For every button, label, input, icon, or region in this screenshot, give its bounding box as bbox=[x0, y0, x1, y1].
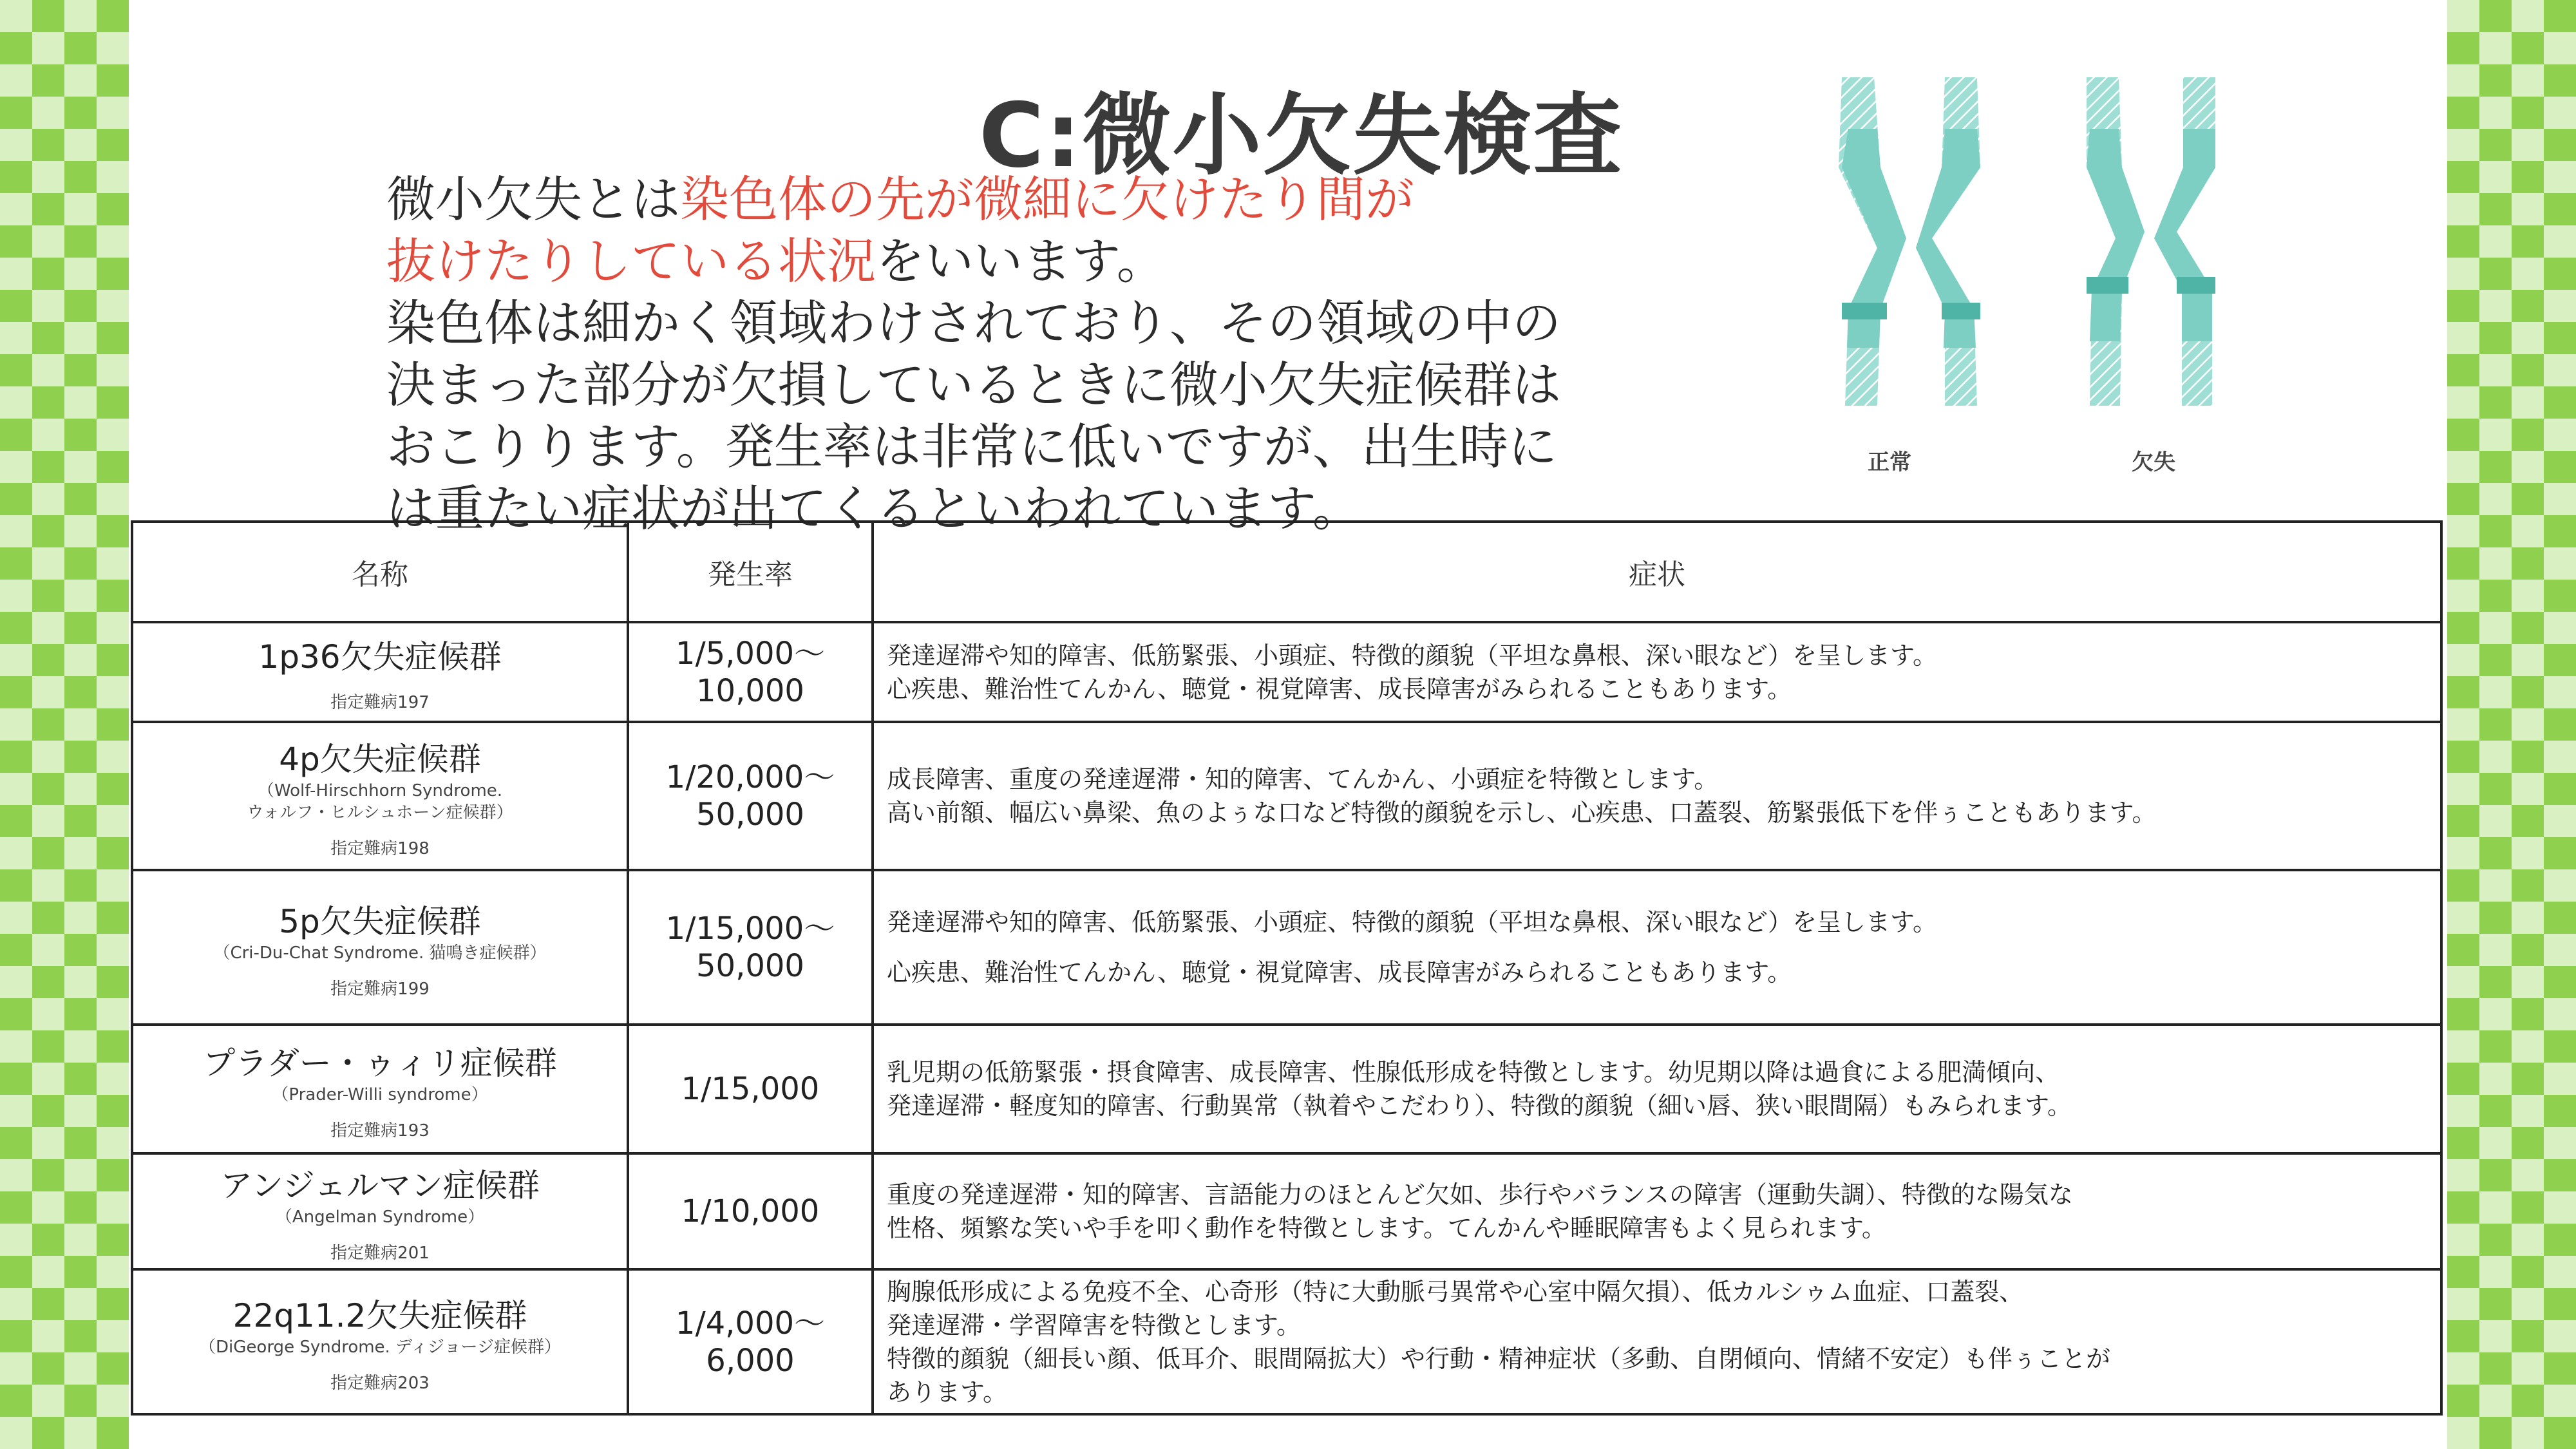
rate-cell bbox=[628, 1153, 873, 1269]
deleted-chromosome bbox=[2087, 77, 2215, 406]
name-cell bbox=[132, 1153, 628, 1269]
designated-disease-code: 指定難病198 bbox=[330, 838, 430, 858]
syndrome-english-name: （Angelman Syndrome） bbox=[275, 1207, 485, 1227]
designated-disease-code: 指定難病193 bbox=[330, 1121, 430, 1141]
name-cell bbox=[132, 622, 628, 722]
symptoms-cell bbox=[873, 1269, 2441, 1414]
table-row bbox=[132, 1025, 2441, 1153]
decorative-border-left bbox=[0, 0, 129, 1449]
table-header-row bbox=[132, 522, 2441, 622]
symptom-line: 特徴的顔貌（細長い顔、低耳介、眼間隔拡大）や行動・精神症状（多動、自閉傾向、情緒不安定）も伴ぅことが bbox=[887, 1344, 2111, 1373]
symptom-line: 性格、頻繁な笑いや手を叩く動作を特徴とします。てんかんや睡眠障害もよく見られます。 bbox=[887, 1214, 1886, 1242]
designated-disease-code: 指定難病197 bbox=[330, 693, 430, 712]
name-cell bbox=[132, 1269, 628, 1414]
symptom-line: 心疾患、難治性てんかん、聴覚・視覚障害、成長障害がみられることもあります。 bbox=[887, 674, 1792, 703]
syndrome-name: アンジェルマン症候群 bbox=[220, 1166, 540, 1204]
syndrome-english-name: （Cri-Du-Chat Syndrome. 猫鳴き症候群） bbox=[213, 943, 547, 963]
chromosome-illustration bbox=[1816, 71, 2267, 431]
incidence-rate: 1/15,000〜 bbox=[665, 911, 835, 947]
syndrome-english-name: （Wolf-Hirschhorn Syndrome. bbox=[257, 781, 503, 800]
symptom-line: 重度の発達遅滞・知的障害、言語能力のほとんど欠如、歩行やバランスの障害（運動失調）、特徴的な陽気な bbox=[887, 1180, 2073, 1209]
name-cell bbox=[132, 870, 628, 1025]
syndrome-english-name: （Prader-Willi syndrome） bbox=[272, 1084, 488, 1104]
intro-text: おこりります。発生率は非常に低いですが、出生時に bbox=[386, 418, 1557, 475]
page-title: C:微小欠失検査 bbox=[979, 84, 1624, 187]
symptoms-cell bbox=[873, 870, 2441, 1025]
syndrome-alt-name: ウォルフ・ヒルシュホーン症候群） bbox=[247, 802, 513, 822]
symptoms-cell bbox=[873, 1153, 2441, 1269]
designated-disease-code: 指定難病199 bbox=[330, 979, 430, 999]
rate-cell bbox=[628, 722, 873, 870]
syndrome-name: 22q11.2欠失症候群 bbox=[232, 1297, 527, 1334]
table-row bbox=[132, 1153, 2441, 1269]
incidence-rate: 1/5,000〜10,000 bbox=[675, 635, 826, 709]
deleted-label: 欠失 bbox=[2132, 450, 2175, 475]
symptom-line: 発達遅滞・学習障害を特徴とします。 bbox=[887, 1311, 1301, 1340]
rate-cell bbox=[628, 1025, 873, 1153]
symptom-line: 胸腺低形成による免疫不全、心奇形（特に大動脈弓異常や心室中隔欠損）、低カルシゥム血症、口蓋裂、 bbox=[887, 1277, 2024, 1306]
table-row bbox=[132, 622, 2441, 722]
symptoms-cell bbox=[873, 1025, 2441, 1153]
symptom-line: 心疾患、難治性てんかん、聴覚・視覚障害、成長障害がみられることもあります。 bbox=[887, 958, 1792, 987]
symptom-line: 乳児期の低筋緊張・摂食障害、成長障害、性腺低形成を特徴とします。幼児期以降は過食による肥満傾向、 bbox=[887, 1058, 2060, 1086]
normal-label: 正常 bbox=[1868, 450, 1911, 475]
syndrome-name: 5p欠失症候群 bbox=[279, 902, 481, 940]
header-rate: 発生率 bbox=[628, 522, 873, 622]
syndrome-name: プラダー・ゥィリ症候群 bbox=[203, 1044, 557, 1082]
incidence-rate-cont: 50,000 bbox=[696, 797, 804, 833]
syndrome-table bbox=[131, 520, 2443, 1416]
syndrome-english-name: （DiGeorge Syndrome. ディジョージ症候群） bbox=[199, 1338, 561, 1357]
intro-text: 決まった部分が欠損しているときに微小欠失症候群は bbox=[386, 356, 1561, 413]
table-row bbox=[132, 870, 2441, 1025]
syndrome-name: 1p36欠失症候群 bbox=[258, 638, 502, 676]
designated-disease-code: 指定難病201 bbox=[330, 1243, 430, 1263]
symptoms-cell bbox=[873, 722, 2441, 870]
intro-text: 染色体は細かく領域わけされており、その領域の中の bbox=[386, 294, 1561, 352]
header-symptoms: 症状 bbox=[873, 522, 2441, 622]
incidence-rate: 1/4,000〜 bbox=[675, 1305, 826, 1341]
intro-highlight: 抜けたりしている状況 bbox=[386, 232, 876, 290]
symptom-line: 高い前額、幅広い鼻梁、魚のよぅな口など特徴的顔貌を示し、心疾患、口蓋裂、筋緊張低下を伴ぅこともあります。 bbox=[887, 799, 2157, 827]
incidence-rate: 1/20,000〜 bbox=[665, 759, 835, 795]
intro-text: は重たい症状が出てくるといわれています。 bbox=[386, 480, 1361, 537]
symptom-line: あります。 bbox=[887, 1378, 1007, 1406]
incidence-rate-cont: 50,000 bbox=[696, 948, 804, 984]
symptom-line: 発達遅滞や知的障害、低筋緊張、小頭症、特徴的顔貌（平坦な鼻根、深い眼など）を呈します。 bbox=[887, 641, 1937, 670]
normal-chromosome bbox=[1839, 77, 1980, 406]
intro-text: をいいます。 bbox=[876, 232, 1166, 290]
table-row bbox=[132, 722, 2441, 870]
syndrome-name: 4p欠失症候群 bbox=[279, 740, 481, 778]
name-cell bbox=[132, 722, 628, 870]
name-cell bbox=[132, 1025, 628, 1153]
rate-cell bbox=[628, 622, 873, 722]
symptoms-cell bbox=[873, 622, 2441, 722]
rate-cell bbox=[628, 1269, 873, 1414]
designated-disease-code: 指定難病203 bbox=[330, 1374, 430, 1393]
rate-cell bbox=[628, 870, 873, 1025]
header-name: 名称 bbox=[132, 522, 628, 622]
incidence-rate: 1/15,000 bbox=[681, 1071, 820, 1107]
intro-text: 微小欠失とは bbox=[386, 171, 680, 228]
symptom-line: 成長障害、重度の発達遅滞・知的障害、てんかん、小頭症を特徴とします。 bbox=[887, 765, 1719, 793]
decorative-border-right bbox=[2447, 0, 2576, 1449]
chromosome-figure bbox=[1816, 71, 2267, 483]
incidence-rate: 1/10,000 bbox=[681, 1193, 820, 1229]
intro-paragraph bbox=[386, 169, 1584, 540]
intro-highlight: 染色体の先が微細に欠けたり間が bbox=[680, 171, 1414, 228]
incidence-rate-cont: 6,000 bbox=[706, 1342, 795, 1379]
table-row bbox=[132, 1269, 2441, 1414]
symptom-line: 発達遅滞や知的障害、低筋緊張、小頭症、特徴的顔貌（平坦な鼻根、深い眼など）を呈します。 bbox=[887, 908, 1937, 936]
symptom-line: 発達遅滞・軽度知的障害、行動異常（執着やこだわり）、特徴的顔貌（細い唇、狭い眼間隔）もみられます。 bbox=[887, 1092, 2072, 1120]
